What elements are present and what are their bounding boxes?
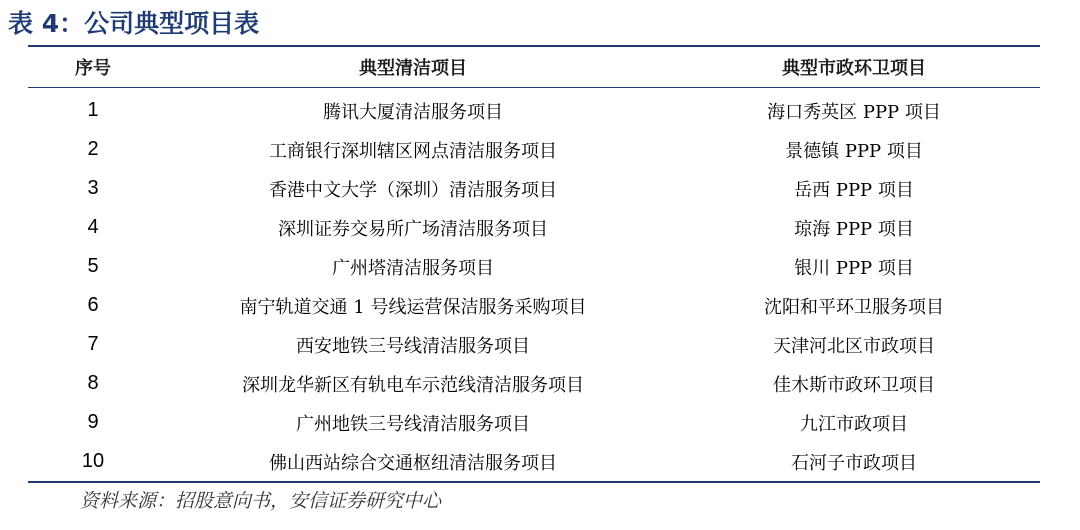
clean-project: 香港中文大学（深圳）清洁服务项目 xyxy=(269,179,557,201)
row-index: 9 xyxy=(87,411,99,433)
row-index: 7 xyxy=(87,333,99,355)
clean-project: 广州塔清洁服务项目 xyxy=(332,257,494,279)
table-row xyxy=(28,247,1040,286)
row-index: 2 xyxy=(87,138,99,160)
municipal-project: 天津河北区市政项目 xyxy=(773,335,935,357)
source-note: 资料来源：招股意向书，安信证券研究中心 xyxy=(80,490,442,512)
row-index: 8 xyxy=(87,372,99,394)
projects-table xyxy=(28,45,1040,483)
row-index: 4 xyxy=(87,216,99,238)
clean-project: 佛山西站综合交通枢纽清洁服务项目 xyxy=(269,452,557,474)
clean-project: 工商银行深圳辖区网点清洁服务项目 xyxy=(269,140,557,162)
row-index: 3 xyxy=(87,177,99,199)
table-row xyxy=(28,442,1040,481)
table-row xyxy=(28,208,1040,247)
clean-project: 深圳证券交易所广场清洁服务项目 xyxy=(278,218,548,240)
municipal-project: 岳西 PPP 项目 xyxy=(794,179,914,201)
table-row xyxy=(28,325,1040,364)
header-index: 序号 xyxy=(75,58,111,79)
table-row xyxy=(28,403,1040,442)
municipal-project: 景德镇 PPP 项目 xyxy=(785,140,923,162)
clean-project: 深圳龙华新区有轨电车示范线清洁服务项目 xyxy=(242,374,584,396)
clean-project: 广州地铁三号线清洁服务项目 xyxy=(296,413,530,435)
clean-project: 西安地铁三号线清洁服务项目 xyxy=(296,335,530,357)
municipal-project: 琼海 PPP 项目 xyxy=(794,218,914,240)
table-row xyxy=(28,286,1040,325)
header-municipal-projects: 典型市政环卫项目 xyxy=(782,58,926,79)
municipal-project: 银川 PPP 项目 xyxy=(794,257,914,279)
municipal-project: 九江市政项目 xyxy=(800,413,908,435)
table-title: 表 4：公司典型项目表 xyxy=(8,9,260,38)
municipal-project: 海口秀英区 PPP 项目 xyxy=(767,101,941,123)
table-row xyxy=(28,91,1040,130)
clean-project: 南宁轨道交通 1 号线运营保洁服务采购项目 xyxy=(239,296,587,318)
table-row xyxy=(28,130,1040,169)
row-index: 10 xyxy=(81,450,105,472)
row-index: 1 xyxy=(87,99,99,121)
municipal-project: 沈阳和平环卫服务项目 xyxy=(764,296,944,318)
table-header-row xyxy=(28,47,1040,88)
table-row xyxy=(28,169,1040,208)
municipal-project: 佳木斯市政环卫项目 xyxy=(773,374,935,396)
clean-project: 腾讯大厦清洁服务项目 xyxy=(323,101,503,123)
table-row xyxy=(28,364,1040,403)
header-clean-projects: 典型清洁项目 xyxy=(359,58,467,79)
municipal-project: 石河子市政项目 xyxy=(791,452,917,474)
row-index: 5 xyxy=(87,255,99,277)
row-index: 6 xyxy=(87,294,99,316)
